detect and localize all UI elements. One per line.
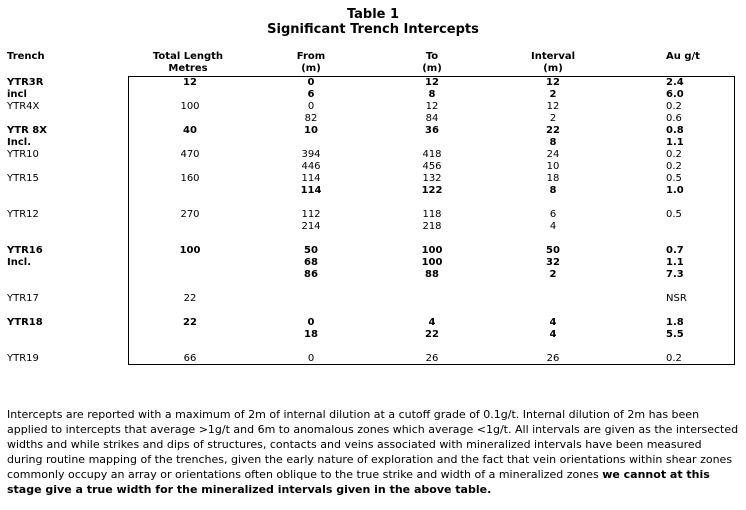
header-au: Au g/t xyxy=(666,51,700,62)
cell-length: 40 xyxy=(183,125,197,136)
table-border-right xyxy=(734,76,735,364)
cell-trench: YTR12 xyxy=(7,209,39,220)
cell-interval: 2 xyxy=(549,113,557,124)
cell-interval: 8 xyxy=(549,185,557,196)
cell-to: 4 xyxy=(428,317,436,328)
cell-trench: YTR15 xyxy=(7,173,39,184)
cell-interval: 18 xyxy=(546,173,560,184)
cell-from: 18 xyxy=(304,329,318,340)
cell-interval: 12 xyxy=(546,101,560,112)
cell-from: 86 xyxy=(304,269,318,280)
header-to-line2: (m) xyxy=(422,63,442,74)
cell-interval: 26 xyxy=(546,353,560,364)
cell-au: 0.5 xyxy=(666,173,682,184)
cell-interval: 10 xyxy=(546,161,560,172)
header-interval-line2: (m) xyxy=(543,63,563,74)
header-interval xyxy=(518,51,588,75)
cell-au: 2.4 xyxy=(666,77,684,88)
table-title: Table 1 xyxy=(346,7,400,22)
cell-from: 0 xyxy=(307,101,315,112)
cell-interval: 12 xyxy=(546,77,560,88)
cell-length: 66 xyxy=(183,353,197,364)
cell-from: 112 xyxy=(301,209,321,220)
cell-interval: 22 xyxy=(546,125,560,136)
cell-to: 132 xyxy=(422,173,442,184)
cell-au: 7.3 xyxy=(666,269,684,280)
cell-interval: 32 xyxy=(546,257,560,268)
cell-to: 12 xyxy=(425,101,439,112)
cell-length: 270 xyxy=(180,209,200,220)
cell-length: 100 xyxy=(180,101,200,112)
header-from-line2: (m) xyxy=(301,63,321,74)
cell-au: 6.0 xyxy=(666,89,684,100)
cell-to: 84 xyxy=(425,113,439,124)
cell-to: 12 xyxy=(425,77,439,88)
cell-from: 10 xyxy=(304,125,318,136)
cell-trench: YTR17 xyxy=(7,293,39,304)
cell-trench: YTR19 xyxy=(7,353,39,364)
cell-to: 218 xyxy=(422,221,442,232)
cell-au: NSR xyxy=(666,293,687,304)
cell-interval: 2 xyxy=(549,89,557,100)
cell-trench: YTR10 xyxy=(7,149,39,160)
cell-length: 22 xyxy=(183,293,197,304)
cell-interval: 8 xyxy=(549,137,557,148)
table-border-left xyxy=(128,76,129,364)
cell-from: 114 xyxy=(300,185,322,196)
cell-from: 114 xyxy=(301,173,321,184)
cell-trench: YTR 8X xyxy=(7,125,47,136)
cell-length: 22 xyxy=(183,317,197,328)
cell-interval: 4 xyxy=(549,329,557,340)
cell-trench: YTR16 xyxy=(7,245,43,256)
cell-to: 100 xyxy=(421,245,443,256)
cell-from: 82 xyxy=(304,113,318,124)
cell-au: 0.7 xyxy=(666,245,684,256)
header-total-length-line1: Total Length xyxy=(152,51,224,62)
cell-to: 8 xyxy=(428,89,436,100)
cell-au: 0.6 xyxy=(666,113,682,124)
header-total-length xyxy=(138,51,238,75)
cell-trench: Incl. xyxy=(7,257,31,268)
cell-length: 160 xyxy=(180,173,200,184)
cell-au: 1.1 xyxy=(666,137,684,148)
cell-from: 0 xyxy=(307,77,315,88)
cell-au: 0.8 xyxy=(666,125,684,136)
cell-trench: Incl. xyxy=(7,137,31,148)
cell-from: 446 xyxy=(301,161,321,172)
cell-from: 6 xyxy=(307,89,315,100)
cell-to: 22 xyxy=(425,329,439,340)
footnote-bold-text: we cannot at this stage give a true width for the mineralized intervals given in the above table. xyxy=(7,468,710,496)
cell-length: 12 xyxy=(183,77,197,88)
cell-to: 26 xyxy=(425,353,439,364)
cell-interval: 4 xyxy=(549,317,557,328)
cell-interval: 2 xyxy=(549,269,557,280)
header-total-length-line2: Metres xyxy=(168,63,208,74)
cell-to: 88 xyxy=(425,269,439,280)
cell-to: 418 xyxy=(422,149,442,160)
header-trench: Trench xyxy=(7,51,45,62)
cell-from: 394 xyxy=(301,149,321,160)
cell-from: 68 xyxy=(304,257,318,268)
cell-to: 100 xyxy=(421,257,443,268)
cell-to: 456 xyxy=(422,161,442,172)
cell-trench: YTR3R xyxy=(7,77,44,88)
header-to xyxy=(397,51,467,75)
cell-interval: 4 xyxy=(549,221,557,232)
cell-au: 1.8 xyxy=(666,317,684,328)
header-to-line1: To xyxy=(425,51,439,62)
header-from xyxy=(276,51,346,75)
cell-trench: YTR4X xyxy=(7,101,40,112)
cell-to: 122 xyxy=(421,185,443,196)
cell-au: 0.2 xyxy=(666,101,682,112)
cell-to: 118 xyxy=(422,209,442,220)
cell-to: 36 xyxy=(425,125,439,136)
cell-au: 1.1 xyxy=(666,257,684,268)
header-from-line1: From xyxy=(296,51,326,62)
header-interval-line1: Interval xyxy=(530,51,576,62)
cell-interval: 6 xyxy=(549,209,557,220)
cell-from: 50 xyxy=(304,245,318,256)
footnote xyxy=(7,407,739,497)
cell-au: 1.0 xyxy=(666,185,684,196)
cell-from: 214 xyxy=(301,221,321,232)
cell-from: 0 xyxy=(307,317,315,328)
footnote-text: Intercepts are reported with a maximum of 2m of internal dilution at a cutoff grade of 0.1g/t. Internal dilution of 2m has been applied to intercepts that average >1g/t and 6m to anomalous zones which average <1g/t. All intervals are given as the intersected widths and while strikes and dips of structures, contacts and veins associated with mineralized intervals have been measured during routine mapping of the trenches, given the early nature of exploration and the fact that vein orientations within shear zones commonly occupy an array or orientations often oblique to the true strike and width of a mineralized zones xyxy=(7,408,739,481)
cell-from: 0 xyxy=(307,353,315,364)
cell-au: 0.2 xyxy=(666,353,682,364)
cell-au: 5.5 xyxy=(666,329,684,340)
cell-interval: 50 xyxy=(546,245,560,256)
cell-au: 0.2 xyxy=(666,149,682,160)
cell-interval: 24 xyxy=(546,149,560,160)
cell-au: 0.5 xyxy=(666,209,682,220)
cell-trench: incl xyxy=(7,89,27,100)
cell-trench: YTR18 xyxy=(7,317,43,328)
cell-length: 470 xyxy=(180,149,200,160)
table-subtitle: Significant Trench Intercepts xyxy=(267,22,479,37)
cell-length: 100 xyxy=(179,245,201,256)
cell-au: 0.2 xyxy=(666,161,682,172)
